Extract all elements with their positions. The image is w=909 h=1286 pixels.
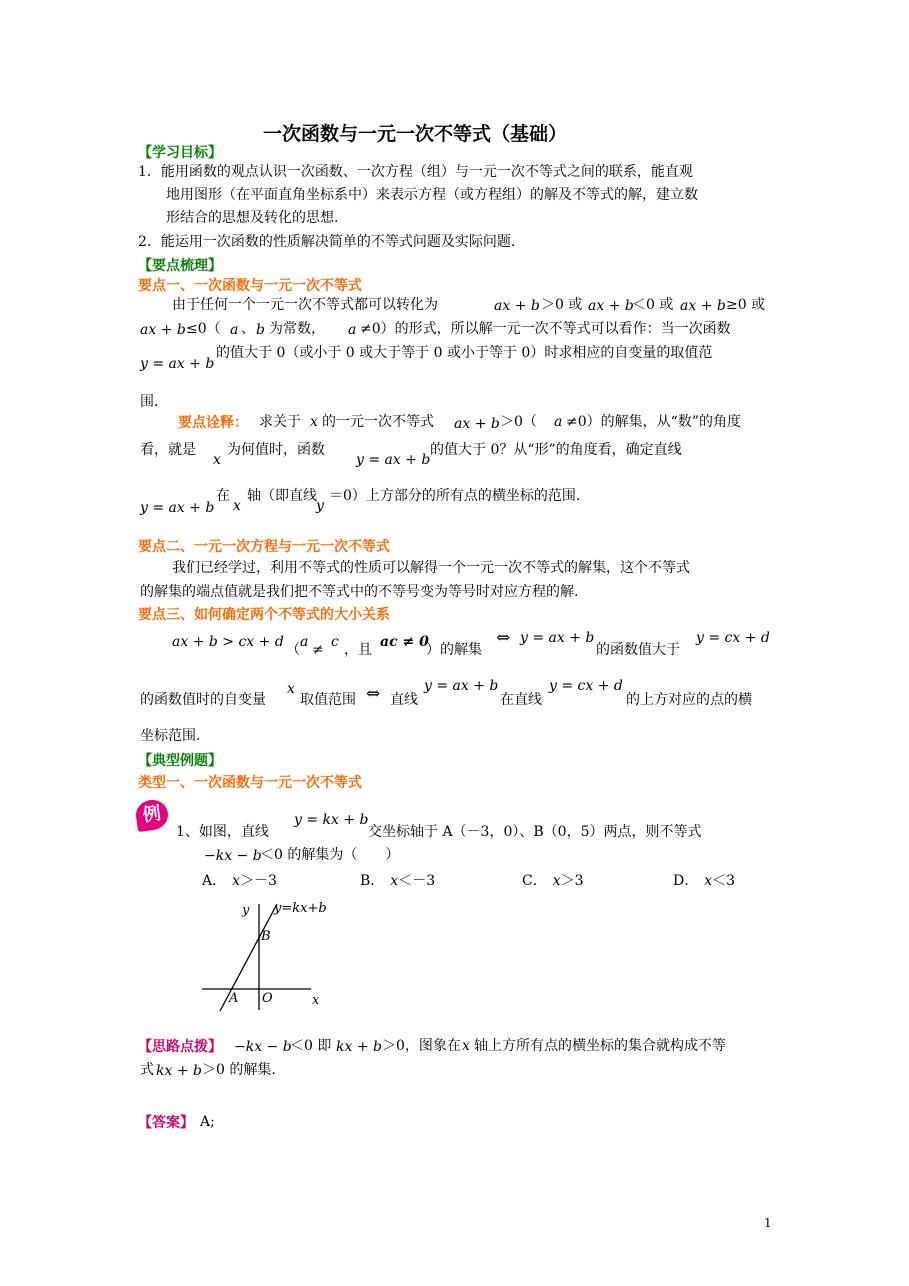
t1-text: 的函数值大于 — [596, 642, 680, 658]
point-1-line-1d: ≥0 或 — [726, 297, 766, 313]
option-a-rel: ＞－3 — [240, 873, 277, 889]
option-c-rel: ＞3 — [560, 873, 584, 889]
option-a[interactable] — [202, 870, 277, 891]
var-a: a — [554, 414, 563, 430]
formula-ac-neq-0: ac ≠ 0 — [380, 634, 429, 650]
origin-label: O — [262, 991, 273, 1006]
var-x: x — [462, 1038, 470, 1054]
answer-value: A; — [200, 1114, 215, 1130]
note-line-2c: 的值大于 0？从“形”的角度看，确定直线 — [430, 442, 682, 458]
point-2-heading: 要点二、一元一次方程与一元一次不等式 — [138, 539, 390, 555]
example-badge: 例 — [134, 798, 170, 832]
goal-1-line-1: 1．能用函数的观点认识一次函数、一次方程（组）与一元一次不等式之间的联系，能直观 — [138, 164, 693, 180]
option-c[interactable] — [522, 870, 584, 891]
option-c-var: x — [552, 873, 561, 889]
question-part-a: 1、如图，直线 — [176, 824, 269, 840]
formula-y-axb: y = ax + b — [424, 678, 499, 694]
note-label: 要点诠释： — [178, 415, 248, 431]
note-line-2a: 看，就是 — [140, 442, 196, 458]
formula-y-cxd: y = cx + d — [549, 678, 623, 694]
iff-symbol: ⇔ — [366, 684, 381, 704]
goal-1-line-3: 形结合的思想及转化的思想. — [166, 210, 339, 226]
var-a: a — [230, 322, 239, 338]
formula-axb: ax + b — [494, 298, 540, 314]
formula-inequality: ax + b > cx + d — [172, 634, 284, 650]
t5-text: 在直线 — [500, 692, 542, 708]
point-1-line-1a: 由于任何一个一元一次不等式都可以转化为 — [172, 297, 438, 313]
formula-y-axb: y = ax + b — [140, 500, 215, 516]
point-1-line-2a: ≤0（ — [186, 321, 221, 337]
note-line-1c: ＞0（ — [500, 414, 537, 430]
point-1-line-2b: 、 — [241, 321, 255, 337]
formula-neg-kx-b: −kx − b — [204, 848, 262, 864]
note-line-3a: 在 — [216, 488, 230, 504]
var-x: x — [287, 681, 295, 697]
formula-neg-kx-b: −kx − b — [234, 1039, 292, 1055]
t6-text: 的上方对应的点的横 — [626, 692, 752, 708]
point-1-line-1c: ＜0 或 — [632, 297, 674, 313]
hint-part-a: ＜0 即 — [290, 1038, 332, 1054]
var-a: a — [300, 634, 309, 650]
formula-kxb: kx + b — [156, 1063, 202, 1079]
formula-kxb: kx + b — [336, 1039, 382, 1055]
var-a: a — [348, 322, 357, 338]
point-2-line-2: 的解集的端点值就是我们把不等式中的不等号变为等号时对应方程的解. — [140, 584, 579, 600]
option-a-var: x — [232, 873, 241, 889]
hint-part-b: ＞0，图象在 — [382, 1038, 461, 1054]
formula-y-cxd: y = cx + d — [696, 630, 770, 646]
formula-y-axb: y = ax + b — [356, 452, 431, 468]
t7-text: 坐标范围. — [140, 728, 201, 744]
page-title: 一次函数与一元一次不等式（基础） — [263, 123, 568, 145]
and-text: ，且 — [344, 642, 372, 658]
point-3-heading: 要点三、如何确定两个不等式的大小关系 — [138, 607, 390, 623]
point-b-label: B — [261, 929, 271, 944]
option-d-rel: ＜3 — [712, 873, 736, 889]
formula-y-axb: y = ax + b — [520, 630, 595, 646]
option-b[interactable] — [360, 870, 435, 891]
formula-y-axb: y = ax + b — [140, 356, 215, 372]
option-a-label: A． — [202, 873, 227, 889]
hint-part-d: 式 — [140, 1062, 154, 1078]
note-line-1a: 求关于 — [259, 414, 301, 430]
y-axis-label: y — [242, 903, 250, 918]
goal-2: 2．能运用一次函数的性质解决简单的不等式问题及实际问题. — [138, 234, 516, 250]
goal-1-line-2: 地用图形（在平面直角坐标系中）来表示方程（或方程组）的解及不等式的解，建立数 — [166, 187, 698, 203]
examples-heading: 【典型例题】 — [138, 753, 222, 769]
line-graph — [196, 896, 346, 1016]
goals-heading: 【学习目标】 — [138, 145, 222, 161]
formula-axb: ax + b — [454, 416, 500, 432]
point-1-line-2d: ≠0）的形式，所以解一元一次不等式可以看作：当一次函数 — [360, 321, 731, 337]
var-b: b — [256, 322, 265, 338]
option-c-label: C． — [522, 873, 547, 889]
option-b-rel: ＜－3 — [398, 873, 436, 889]
x-axis-label: x — [312, 993, 320, 1008]
option-d-var: x — [704, 873, 713, 889]
var-c: c — [331, 634, 339, 650]
neq-sign: ≠ — [312, 642, 324, 658]
point-1-line-3: 的值大于 0（或小于 0 或大于等于 0 或小于等于 0）时求相应的自变量的取值范 — [216, 345, 713, 361]
iff-symbol: ⇔ — [496, 628, 511, 648]
var-x: x — [213, 452, 221, 468]
solution-text: ）的解集 — [426, 642, 482, 658]
hint-part-e: ＞0 的解集. — [202, 1062, 276, 1078]
point-1-heading: 要点一、一次函数与一元一次不等式 — [138, 278, 362, 294]
var-x: x — [233, 498, 241, 514]
note-line-1b: 的一元一次不等式 — [322, 414, 434, 430]
t3-text: 取值范围 — [300, 692, 356, 708]
option-b-var: x — [390, 873, 399, 889]
t4-text: 直线 — [390, 692, 418, 708]
t2-text: 的函数值时的自变量 — [140, 692, 266, 708]
note-line-1d: ≠0）的解集，从“数”的角度 — [566, 414, 741, 430]
hint-part-c: 轴上方所有点的横坐标的集合就构成不等 — [474, 1038, 726, 1054]
formula-axb: ax + b — [680, 298, 726, 314]
formula-axb: ax + b — [140, 322, 186, 338]
type-1-heading: 类型一、一次函数与一元一次不等式 — [138, 775, 362, 791]
question-part-c: ＜0 的解集为（ ） — [260, 847, 400, 863]
point-1-line-4: 围. — [140, 394, 159, 410]
formula-y-kxb: y = kx + b — [294, 812, 369, 828]
hint-label: 【思路点拨】 — [138, 1039, 222, 1055]
note-line-3c: ＝0）上方部分的所有点的横坐标的范围. — [329, 488, 581, 504]
formula-axb: ax + b — [588, 298, 634, 314]
var-y: y — [316, 498, 324, 514]
option-d[interactable] — [673, 870, 735, 891]
point-a-label: A — [229, 991, 239, 1006]
page-number: 1 — [764, 1216, 772, 1230]
point-1-line-2c: 为常数， — [269, 321, 325, 337]
note-line-2b: 为何值时，函数 — [227, 442, 325, 458]
note-line-3b: 轴（即直线 — [247, 488, 317, 504]
point-2-line-1: 我们已经学过，利用不等式的性质可以解得一个一元一次不等式的解集，这个不等式 — [172, 560, 690, 576]
review-heading: 【要点梳理】 — [138, 258, 222, 274]
answer-label: 【答案】 — [138, 1115, 194, 1131]
point-1-line-1b: ＞0 或 — [541, 297, 583, 313]
option-d-label: D． — [673, 873, 699, 889]
paren-open: （ — [286, 642, 300, 658]
line-label: y=kx+b — [274, 901, 327, 916]
question-part-b: 交坐标轴于 A（－3，0）、B（0，5）两点，则不等式 — [368, 824, 702, 840]
option-b-label: B． — [360, 873, 385, 889]
var-x: x — [310, 414, 318, 430]
